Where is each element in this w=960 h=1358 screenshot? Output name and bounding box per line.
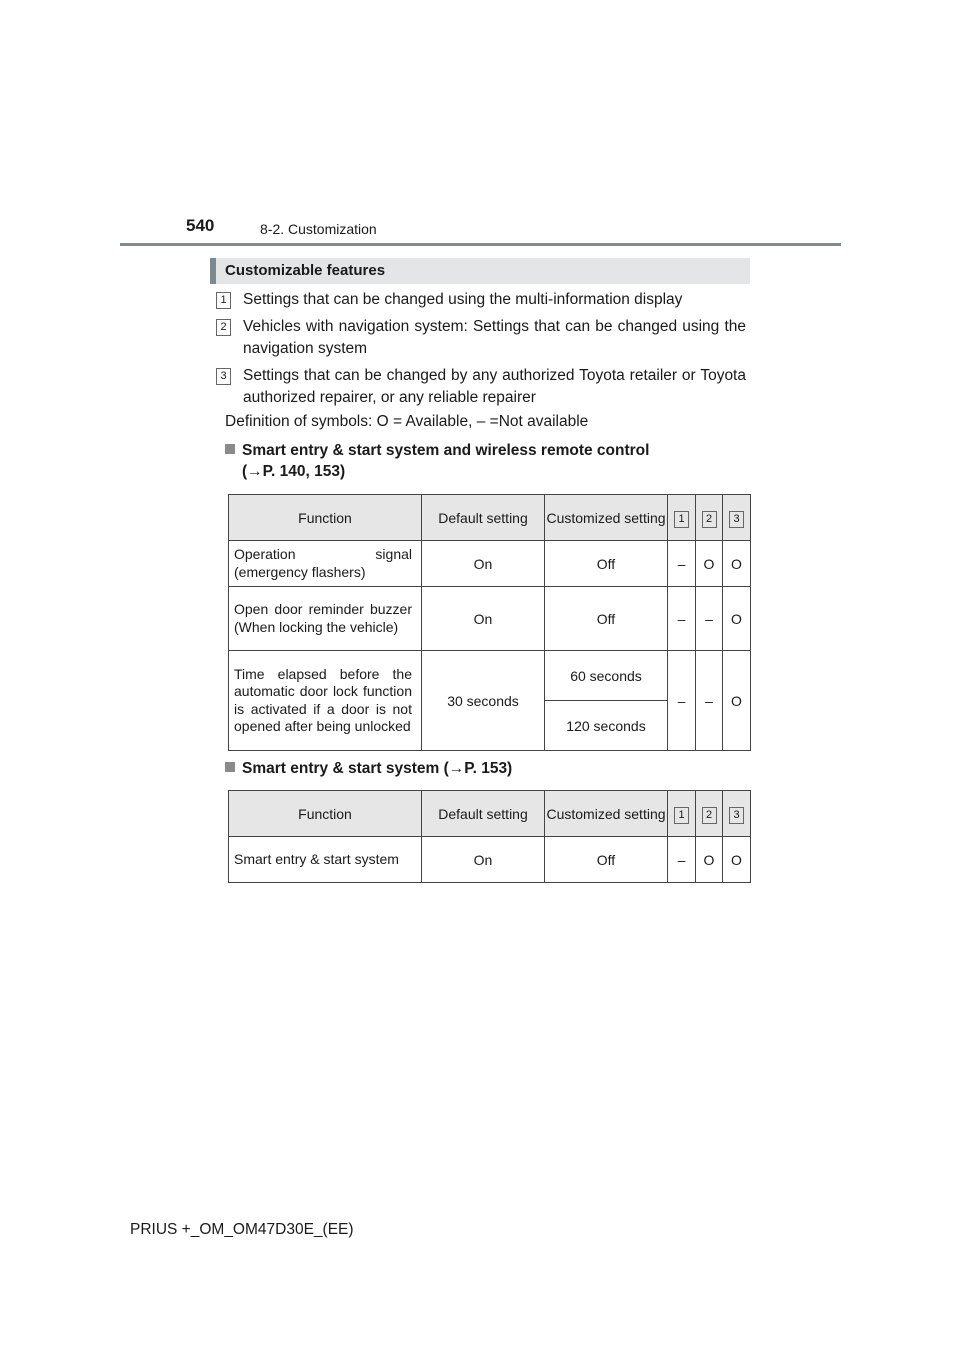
availability-cell-3: O	[723, 651, 751, 751]
availability-cell-3: O	[723, 837, 751, 883]
availability-cell-2: –	[696, 587, 723, 651]
list-item-2	[216, 316, 746, 360]
header-customized: Customized setting	[545, 791, 668, 837]
function-cell: Time elapsed before the automatic door lock function is activated if a door is not opened after being unlocked	[229, 651, 422, 751]
function-cell: Open door reminder buzzer (When locking the vehicle)	[229, 587, 422, 651]
availability-cell-2: –	[696, 651, 723, 751]
list-item-1	[216, 289, 746, 311]
availability-cell-1: –	[668, 541, 696, 587]
default-cell: 30 seconds	[422, 651, 545, 751]
header-function: Function	[229, 791, 422, 837]
square-bullet-icon	[225, 762, 235, 772]
table-row	[229, 651, 751, 701]
header-col-1: 1	[668, 791, 696, 837]
customized-cell: 120 seconds	[545, 701, 668, 751]
header-function: Function	[229, 495, 422, 541]
availability-cell-3: O	[723, 541, 751, 587]
list-item-text: Settings that can be changed using the multi-information display	[243, 291, 683, 308]
list-item-text: Settings that can be changed by any authorized Toyota retailer or Toyota authorized repairer, or any reliable repairer	[243, 367, 746, 406]
default-cell: On	[422, 541, 545, 587]
number-badge-3: 3	[216, 368, 231, 385]
availability-cell-2: O	[696, 837, 723, 883]
table-row	[229, 837, 751, 883]
page-reference: (→P. 140, 153)	[242, 463, 346, 480]
header-divider	[120, 243, 841, 246]
header-col-2: 2	[696, 791, 723, 837]
customized-cell: Off	[545, 837, 668, 883]
customized-cell: Off	[545, 541, 668, 587]
smart-entry-table	[228, 790, 751, 883]
header-col-3: 3	[723, 791, 751, 837]
table-header-row	[229, 495, 751, 541]
page-number: 540	[186, 216, 215, 235]
header-col-1: 1	[668, 495, 696, 541]
default-cell: On	[422, 837, 545, 883]
function-cell: Operation signal (emergency flashers)	[229, 541, 422, 587]
availability-cell-2: O	[696, 541, 723, 587]
feature-heading-text: Customizable features	[225, 262, 386, 279]
number-badge-2: 2	[216, 319, 231, 336]
list-item-text: Vehicles with navigation system: Settings that can be changed using the navigation system	[243, 318, 746, 357]
header-col-3: 3	[723, 495, 751, 541]
document-code: PRIUS +_OM_OM47D30E_(EE)	[130, 1221, 354, 1238]
number-badge-1: 1	[216, 292, 231, 309]
function-cell: Smart entry & start system	[229, 837, 422, 883]
availability-cell-3: O	[723, 587, 751, 651]
header-default: Default setting	[422, 495, 545, 541]
subsection-title: Smart entry & start system (→P. 153)	[242, 760, 513, 777]
section-title: 8-2. Customization	[260, 221, 377, 237]
availability-cell-1: –	[668, 837, 696, 883]
subsection-heading-smart-entry-remote	[225, 440, 649, 482]
header-customized: Customized setting	[545, 495, 668, 541]
header-default: Default setting	[422, 791, 545, 837]
subsection-title: Smart entry & start system and wireless remote control	[242, 442, 650, 459]
symbol-definition: Definition of symbols: O = Available, – =Not available	[225, 413, 589, 430]
table-header-row	[229, 791, 751, 837]
smart-entry-remote-table	[228, 494, 751, 751]
customizable-features-heading	[210, 258, 750, 284]
customized-cell: Off	[545, 587, 668, 651]
square-bullet-icon	[225, 444, 235, 454]
default-cell: On	[422, 587, 545, 651]
table-row	[229, 587, 751, 651]
table-row	[229, 541, 751, 587]
availability-cell-1: –	[668, 587, 696, 651]
list-item-3	[216, 365, 746, 409]
header-col-2: 2	[696, 495, 723, 541]
subsection-heading-smart-entry	[225, 758, 512, 779]
availability-cell-1: –	[668, 651, 696, 751]
customized-cell: 60 seconds	[545, 651, 668, 701]
